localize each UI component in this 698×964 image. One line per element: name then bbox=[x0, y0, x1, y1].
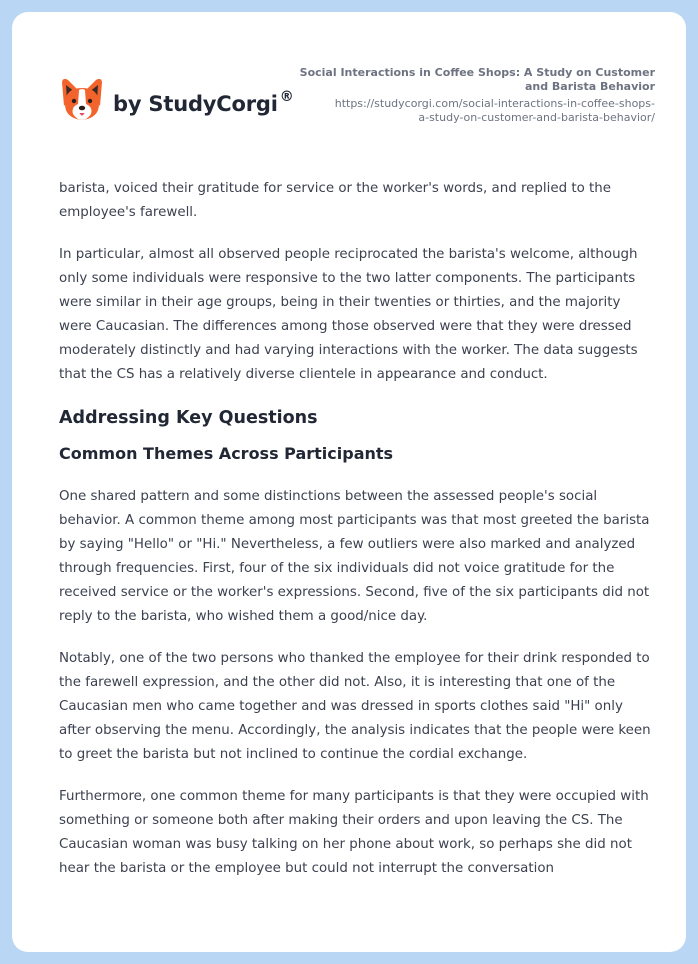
subsection-heading: Common Themes Across Participants bbox=[59, 444, 394, 463]
document-title-line-1: Social Interactions in Coffee Shops: A Study on Customer bbox=[299, 66, 655, 79]
paragraph-5: Furthermore, one common theme for many participants is that they were occupied with something or someone both after making their orders and upon leaving the CS. The Caucasian woman was busy talking on her phone about work, so perhaps she did not hear the barista or the employee but could not interrupt the conversation bbox=[59, 789, 649, 876]
paragraph-1: barista, voiced their gratitude for service or the worker's words, and replied to the employee's farewell. bbox=[59, 181, 612, 220]
document-meta bbox=[295, 66, 655, 125]
document-title bbox=[295, 66, 655, 94]
logo-wordmark-text: by StudyCorgi bbox=[113, 91, 278, 116]
document-page bbox=[12, 12, 686, 952]
logo-wordmark bbox=[113, 88, 294, 116]
document-url-line-1[interactable]: https://studycorgi.com/social-interactions-in-coffee-shops- bbox=[334, 97, 655, 110]
paragraph-3: One shared pattern and some distinctions between the assessed people's social behavior. A common theme among most participants was that most greeted the barista by saying "Hello" or "Hi." Nevertheless, a few outliers were also marked and analyzed through frequencies. First, four of the six individuals did not voice gratitude for the received service or the worker's expressions. Second, five of the six participants did not reply to the barista, who wished them a good/nice day. bbox=[59, 489, 650, 624]
section-heading: Addressing Key Questions bbox=[59, 408, 318, 428]
paragraph-2: In particular, almost all observed people reciprocated the barista's welcome, although only some individuals were responsive to the two latter components. The participants were similar in their age groups, being in their twenties or thirties, and the majority were Caucasian. The differences among those observed were that they were dressed moderately distinctly and had varying interactions with the worker. The data suggests that the CS has a relatively diverse clientele in appearance and conduct. bbox=[59, 247, 638, 382]
document-url-line-2[interactable]: a-study-on-customer-and-barista-behavior/ bbox=[418, 111, 655, 124]
article-body bbox=[59, 177, 653, 899]
registered-mark: ® bbox=[279, 88, 294, 105]
document-url[interactable] bbox=[295, 97, 655, 125]
corgi-logo-icon bbox=[60, 76, 104, 124]
paragraph-4: Notably, one of the two persons who thanked the employee for their drink responded to the farewell expression, and the other did not. Also, it is interesting that one of the Caucasian men who came together and was dressed in sports clothes said "Hi" only after observing the menu. Accordingly, the analysis indicates that the people were keen to greet the barista but not inclined to continue the cordial exchange. bbox=[59, 651, 651, 762]
document-title-line-2: and Barista Behavior bbox=[524, 80, 655, 93]
brand-logo[interactable] bbox=[60, 76, 294, 124]
